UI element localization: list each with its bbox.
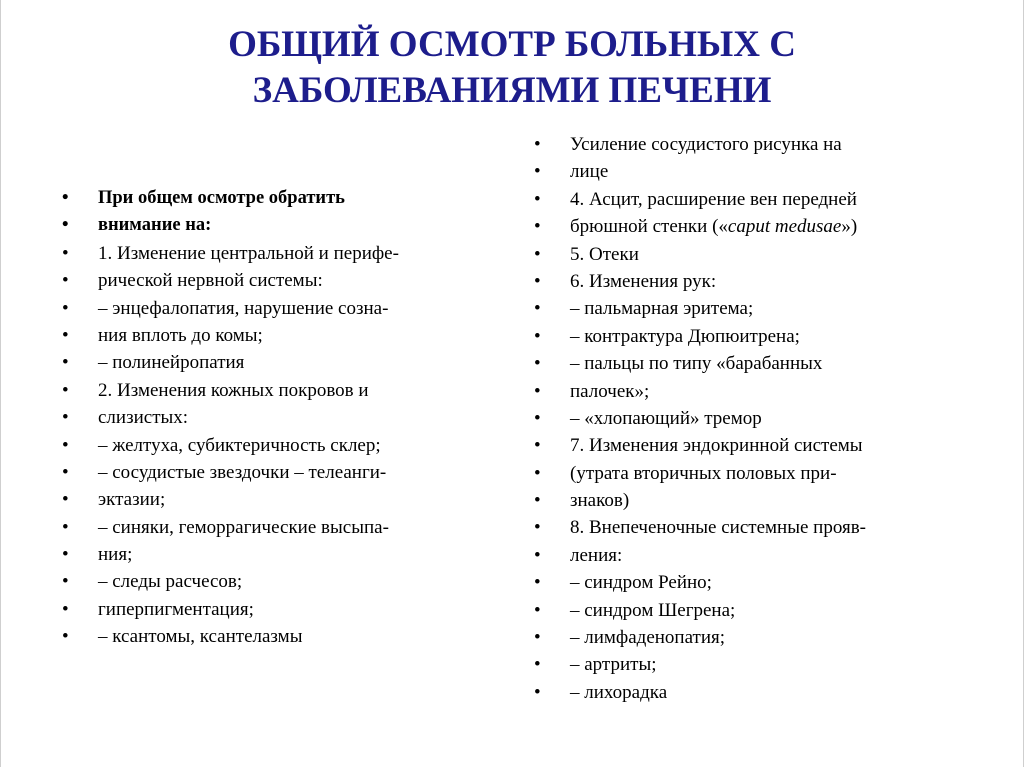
list-item: • – синдром Шегрена; (534, 597, 974, 624)
list-item: • 6. Изменения рук: (534, 268, 974, 295)
list-item: • ления: (534, 542, 974, 569)
list-item: • При общем осмотре обратить (62, 185, 482, 212)
list-item: • – пальцы по типу «барабанных (534, 350, 974, 377)
list-item: • 7. Изменения эндокринной системы (534, 432, 974, 459)
list-item: • лице (534, 158, 974, 185)
list-item-text-before: брюшной стенки (« (570, 216, 728, 238)
right-column-list (534, 131, 974, 706)
list-item: • ния вплоть до комы; (62, 322, 482, 349)
list-item: • рической нервной системы: (62, 267, 482, 294)
list-item: • гиперпигментация; (62, 596, 482, 623)
list-item: • палочек»; (534, 378, 974, 405)
list-item: • – желтуха, субиктеричность склер; (62, 432, 482, 459)
list-item: • – «хлопающий» тремор (534, 405, 974, 432)
list-item: • – синяки, геморрагические высыпа- (62, 514, 482, 541)
list-item: • – полинейропатия (62, 349, 482, 376)
list-item: • знаков) (534, 487, 974, 514)
list-item: • 8. Внепеченочные системные прояв- (534, 514, 974, 541)
list-item: • – артриты; (534, 651, 974, 678)
list-item: • – пальмарная эритема; (534, 295, 974, 322)
list-item: • – ксантомы, ксантелазмы (62, 623, 482, 650)
list-item: • 2. Изменения кожных покровов и (62, 377, 482, 404)
list-item-text-after: ») (841, 216, 858, 238)
left-column-list (62, 185, 482, 651)
list-item: • 4. Асцит, расширение вен передней (534, 186, 974, 213)
list-item: • Усиление сосудистого рисунка на (534, 131, 974, 158)
list-item: • эктазии; (62, 486, 482, 513)
list-item: • ния; (62, 541, 482, 568)
list-item: • – синдром Рейно; (534, 569, 974, 596)
list-item: • – контрактура Дюпюитрена; (534, 323, 974, 350)
list-item: • – лихорадка (534, 679, 974, 706)
list-item-caput-medusae (534, 213, 974, 240)
list-item: • – сосудистые звездочки – телеанги- (62, 459, 482, 486)
list-item: • – энцефалопатия, нарушение созна- (62, 295, 482, 322)
list-item: • слизистых: (62, 404, 482, 431)
list-item: • (утрата вторичных половых при- (534, 460, 974, 487)
list-item: • – лимфаденопатия; (534, 624, 974, 651)
list-item: • 5. Отеки (534, 241, 974, 268)
slide-title (112, 22, 912, 114)
list-item: • внимание на: (62, 212, 482, 239)
slide-left-border (0, 0, 1, 767)
list-item: • 1. Изменение центральной и перифе- (62, 240, 482, 267)
title-line-1: ОБЩИЙ ОСМОТР БОЛЬНЫХ С (228, 24, 796, 65)
list-item: • – следы расчесов; (62, 568, 482, 595)
list-item-text-italic: caput medusae (727, 216, 842, 238)
title-line-2: ЗАБОЛЕВАНИЯМИ ПЕЧЕНИ (252, 70, 772, 111)
